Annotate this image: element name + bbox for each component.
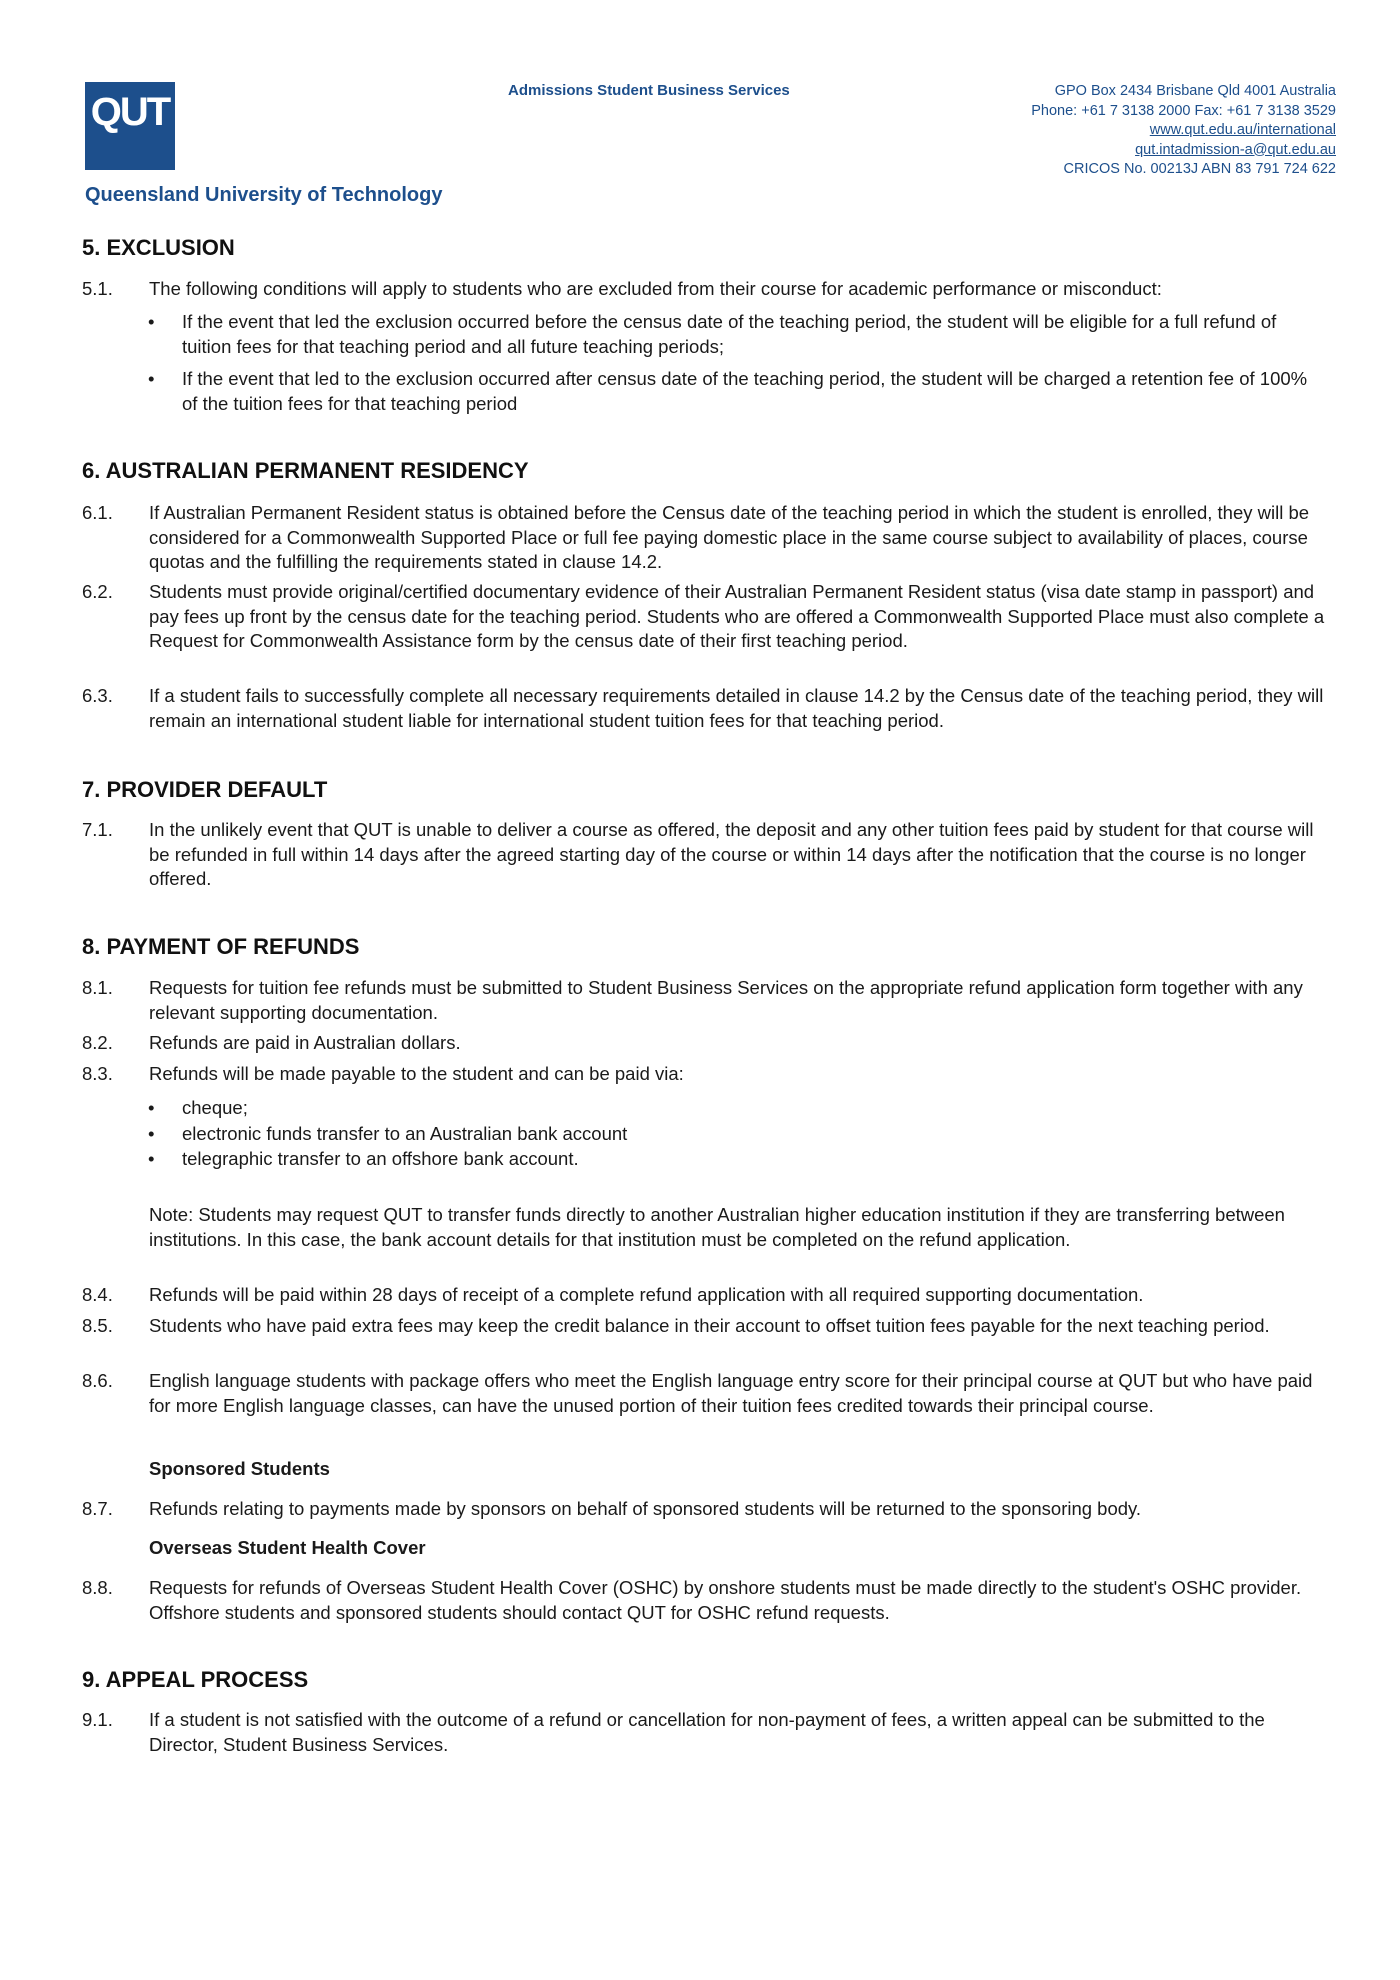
section-5-heading: 5. EXCLUSION — [82, 235, 235, 260]
clause-8-4 — [82, 1283, 1332, 1308]
list-item: • If the event that led to the exclusion occurred after census date of the teaching period, the student will be charged a retention fee of 100% of the tuition fees for that teaching period — [148, 367, 1318, 416]
clause-6-3 — [82, 684, 1332, 733]
clause-text: If a student fails to successfully complete all necessary requirements detailed in clause 14.2 by the Census date of the teaching period, they will remain an international student liable for international student tuition fees for that teaching period. — [149, 685, 1324, 731]
clause-8-7 — [82, 1497, 1332, 1522]
clause-8-8 — [82, 1576, 1332, 1625]
clause-8-3 — [82, 1062, 1332, 1087]
clause-number: 8.8. — [82, 1577, 113, 1598]
clause-8-2 — [82, 1031, 1332, 1056]
clause-8-1 — [82, 976, 1332, 1025]
list-item: • telegraphic transfer to an offshore bank account. — [148, 1147, 1318, 1172]
clause-6-1 — [82, 501, 1332, 575]
list-item: • If the event that led the exclusion occurred before the census date of the teaching period, the student will be eligible for a full refund of tuition fees for that teaching period and all future teaching periods; — [148, 310, 1318, 359]
clause-8-6 — [82, 1369, 1332, 1418]
contact-cricos: CRICOS No. 00213J ABN 83 791 724 622 — [1063, 161, 1336, 177]
clause-8-5 — [82, 1314, 1332, 1339]
clause-number: 6.3. — [82, 685, 113, 706]
clause-number: 9.1. — [82, 1709, 113, 1730]
logo-text: QUT — [90, 90, 170, 134]
section-7-heading: 7. PROVIDER DEFAULT — [82, 777, 328, 802]
list-item: • cheque; — [148, 1096, 1318, 1121]
clause-text: Requests for refunds of Overseas Student Health Cover (OSHC) by onshore students must be made directly to the student's OSHC provider. Offshore students and sponsored students should contact QUT for OSHC refund requests. — [149, 1577, 1302, 1623]
clause-text: The following conditions will apply to students who are excluded from their course for academic performance or misconduct: — [149, 278, 1162, 299]
section-9-heading: 9. APPEAL PROCESS — [82, 1667, 309, 1692]
clause-text: In the unlikely event that QUT is unable to deliver a course as offered, the deposit and any other tuition fees paid by student for that course will be refunded in full within 14 days after the agreed starting day of the course or within 14 days after the notification that the course is no longer offered. — [149, 819, 1314, 889]
clause-number: 5.1. — [82, 278, 113, 299]
clause-text: Refunds will be made payable to the student and can be paid via: — [149, 1063, 684, 1084]
clause-6-2 — [82, 580, 1332, 654]
clause-number: 6.1. — [82, 502, 113, 523]
clause-text: If a student is not satisfied with the outcome of a refund or cancellation for non-payment of fees, a written appeal can be submitted to the Director, Student Business Services. — [149, 1709, 1265, 1755]
contact-email-link[interactable]: qut.intadmission-a@qut.edu.au — [1135, 141, 1336, 158]
clause-number: 8.3. — [82, 1063, 113, 1084]
contact-address: GPO Box 2434 Brisbane Qld 4001 Australia — [1054, 83, 1336, 99]
clause-number: 8.4. — [82, 1284, 113, 1305]
clause-text: Students who have paid extra fees may keep the credit balance in their account to offset tuition fees payable for the next teaching period. — [149, 1315, 1270, 1336]
sponsored-students-subheading: Sponsored Students — [149, 1458, 330, 1479]
clause-text: Refunds are paid in Australian dollars. — [149, 1032, 461, 1053]
clause-number: 8.2. — [82, 1032, 113, 1053]
section-8-heading: 8. PAYMENT OF REFUNDS — [82, 934, 360, 959]
contact-block — [1031, 82, 1336, 180]
contact-phone: Phone: +61 7 3138 2000 Fax: +61 7 3138 3529 — [1031, 102, 1336, 119]
section-6-heading: 6. AUSTRALIAN PERMANENT RESIDENCY — [82, 458, 529, 483]
clause-number: 7.1. — [82, 819, 113, 840]
clause-text: If Australian Permanent Resident status is obtained before the Census date of the teaching period in which the student is enrolled, they will be considered for a Commonwealth Supported Place or full fee paying domestic place in the same course subject to availability of places, course quotas and the fulfilling the requirements stated in clause 14.2. — [149, 502, 1310, 572]
clause-number: 8.6. — [82, 1370, 113, 1391]
exclusion-bullet-list — [148, 310, 1318, 424]
department-name: Admissions Student Business Services — [508, 82, 790, 99]
clause-text: Students must provide original/certified documentary evidence of their Australian Permanent Resident status (visa date stamp in passport) and pay fees up front by the census date for the teaching period. Students who are offered a Commonwealth Supported Place must also complete a Request for Commonwealth Assistance form by the census date of their first teaching period. — [149, 581, 1325, 651]
oshc-subheading: Overseas Student Health Cover — [149, 1537, 426, 1558]
clause-text: Refunds relating to payments made by sponsors on behalf of sponsored students will be returned to the sponsoring body. — [149, 1498, 1142, 1519]
list-item: • electronic funds transfer to an Australian bank account — [148, 1122, 1318, 1147]
clause-number: 6.2. — [82, 581, 113, 602]
clause-number: 8.7. — [82, 1498, 113, 1519]
payment-method-list — [148, 1096, 1318, 1173]
clause-number: 8.5. — [82, 1315, 113, 1336]
qut-logo — [85, 82, 175, 170]
clause-5-1 — [82, 277, 1332, 302]
university-name: Queensland University of Technology — [85, 184, 443, 206]
clause-9-1 — [82, 1708, 1332, 1757]
clause-text: Requests for tuition fee refunds must be submitted to Student Business Services on the appropriate refund application form together with any relevant supporting documentation. — [149, 977, 1303, 1023]
refund-note — [82, 1203, 1332, 1252]
contact-website-link[interactable]: www.qut.edu.au/international — [1149, 122, 1336, 138]
clause-text: English language students with package offers who meet the English language entry score for their principal course at QUT but who have paid for more English language classes, can have the unused portion of their tuition fees credited towards their principal course. — [149, 1370, 1313, 1416]
clause-text: Refunds will be paid within 28 days of receipt of a complete refund application with all required supporting documentation. — [149, 1284, 1144, 1305]
note-text: Note: Students may request QUT to transfer funds directly to another Australian higher education institution if they are transferring between institutions. In this case, the bank account details for that institution must be completed on the refund application. — [149, 1204, 1285, 1250]
clause-number: 8.1. — [82, 977, 113, 998]
clause-7-1 — [82, 818, 1332, 892]
